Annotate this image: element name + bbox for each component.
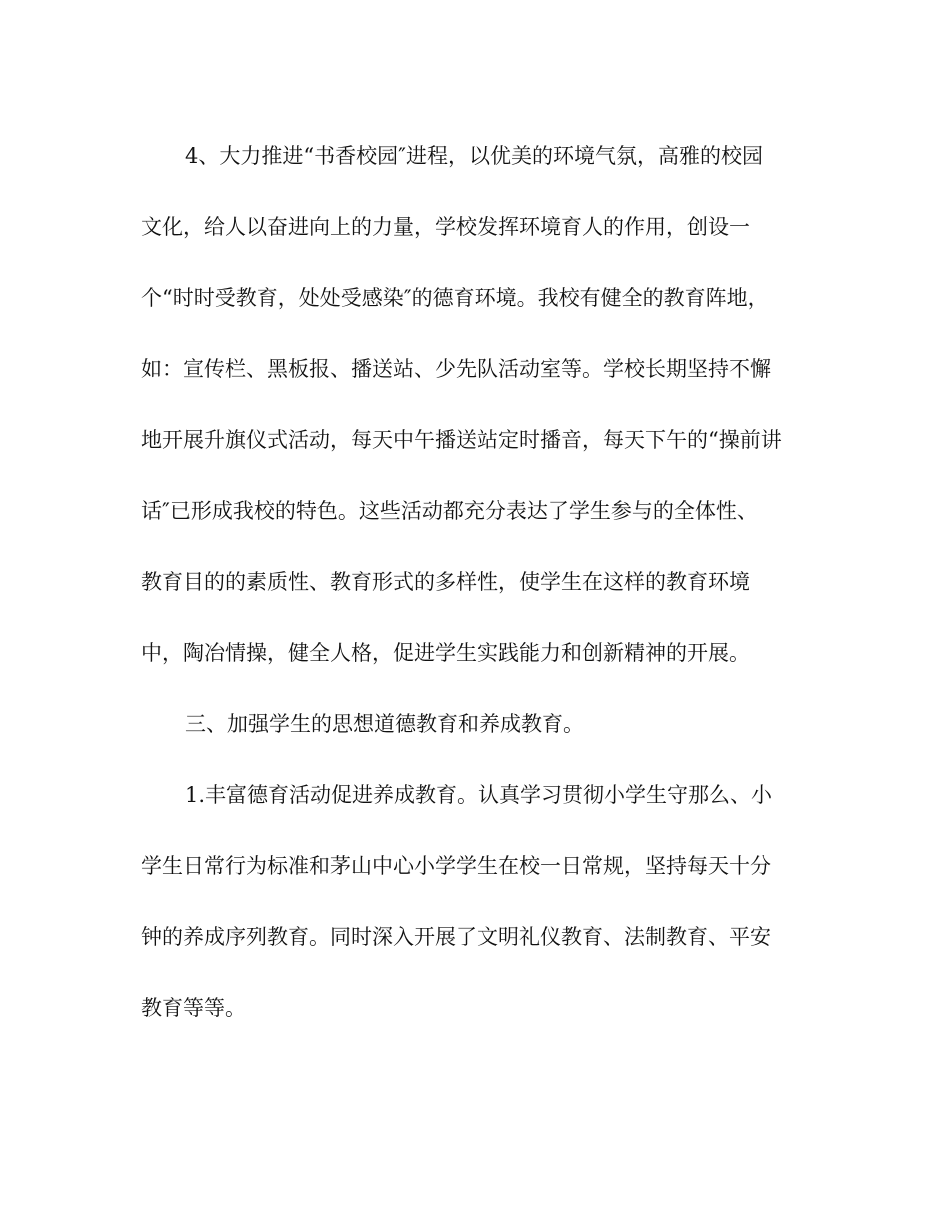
paragraph-line: 钟的养成序列教育。同时深入开展了文明礼仪教育、法制教育、平安 bbox=[141, 925, 771, 949]
paragraph-line: 个“时时受教育，处处受感染″的德育环境。我校有健全的教育阵地， bbox=[141, 286, 769, 310]
paragraph-line: 1.丰富德育活动促进养成教育。认真学习贯彻小学生守那么、小 bbox=[185, 783, 773, 807]
paragraph-line: 地开展升旗仪式活动，每天中午播送站定时播音，每天下午的“操前讲 bbox=[141, 428, 782, 452]
paragraph-line: 教育目的的素质性、教育形式的多样性，使学生在这样的教育环境 bbox=[141, 570, 750, 594]
paragraph-line: 文化，给人以奋进向上的力量，学校发挥环境育人的作用，创设一 bbox=[141, 215, 750, 239]
paragraph-line: 4、大力推进“书香校园″进程，以优美的环境气氛，高雅的校园 bbox=[185, 144, 763, 168]
paragraph-line: 教育等等。 bbox=[141, 996, 246, 1020]
paragraph-line: 中，陶冶情操，健全人格，促进学生实践能力和创新精神的开展。 bbox=[141, 641, 750, 665]
paragraph-line: 学生日常行为标准和茅山中心小学学生在校一日常规，坚持每天十分 bbox=[141, 854, 771, 878]
paragraph-line: 如：宣传栏、黑板报、播送站、少先队活动室等。学校长期坚持不懈 bbox=[141, 357, 771, 381]
section-heading: 三、加强学生的思想道德教育和养成教育。 bbox=[185, 712, 584, 736]
paragraph-line: 话″已形成我校的特色。这些活动都充分表达了学生参与的全体性、 bbox=[141, 499, 758, 523]
